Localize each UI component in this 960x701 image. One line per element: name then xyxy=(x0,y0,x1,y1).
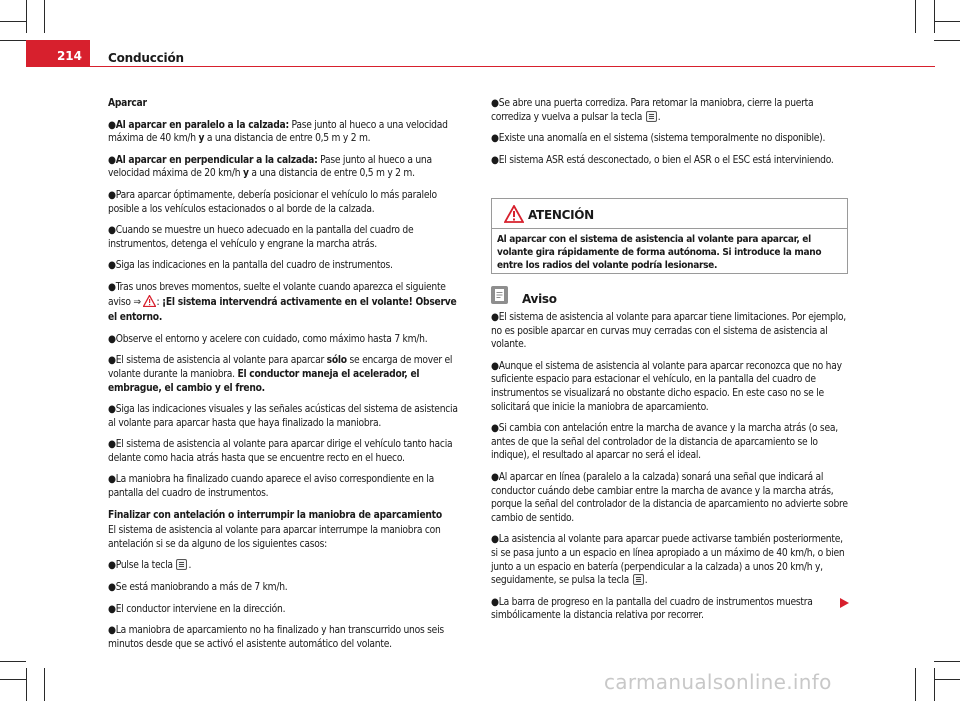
list-item: ●Siga las indicaciones visuales y las señales acústicas del sistema de asistencia al volante para aparcar hasta que haya finalizado la maniobra. xyxy=(108,404,458,429)
warning-text: Al aparcar con el sistema de asistencia al volante para aparcar, el volante gira rápidamente de forma autónoma. Si introduce la mano entre los radios del volante podría lesionarse. xyxy=(497,234,822,271)
crop-mark xyxy=(0,21,26,22)
list-item: ●Existe una anomalía en el sistema (sistema temporalmente no disponible). xyxy=(491,133,826,145)
crop-mark xyxy=(934,679,960,680)
list-item: ●El sistema de asistencia al volante para aparcar tiene limitaciones. Por ejemplo, no es posible aparcar en curvas muy cerradas con el sistema de asistencia al volante. xyxy=(491,312,846,351)
page-number-box xyxy=(26,40,90,67)
list-item: ●Al aparcar en paralelo a la calzada: Pase junto al hueco a una velocidad máxima de 40 km/h y a una distancia de entre 0,5 m y 2 m. xyxy=(108,119,448,145)
info-note-icon xyxy=(491,286,508,304)
list-item: ●Siga las indicaciones en la pantalla del cuadro de instrumentos. xyxy=(108,260,393,272)
list-item: ●Pulse la tecla . xyxy=(108,560,192,572)
right-column xyxy=(491,97,848,175)
parking-key-icon xyxy=(646,111,657,122)
list-item: ●Aunque el sistema de asistencia al volante para aparcar reconozca que no hay suficiente espacio para estacionar el vehículo, en la pantalla del cuadro de instrumentos se visualizará no obstante dicho espacio. En este caso no se le solicitará que inicie la maniobra de aparcamiento. xyxy=(491,360,842,413)
crop-mark xyxy=(0,661,26,662)
header-rule xyxy=(90,66,935,67)
list-item: ●El sistema ASR está desconectado, o bien el ASR o el ESC está interviniendo. xyxy=(491,154,834,166)
crop-mark xyxy=(26,0,27,33)
next-page-arrow-icon[interactable] xyxy=(838,594,850,613)
list-item: ●Observe el entorno y acelere con cuidado, como máximo hasta 7 km/h. xyxy=(108,333,428,345)
list-item: ●Para aparcar óptimamente, debería posicionar el vehículo lo más paralelo posible a los vehículos estacionados o al borde de la calzada. xyxy=(108,189,437,215)
warning-triangle-icon[interactable] xyxy=(143,295,156,312)
crop-mark xyxy=(934,661,960,662)
watermark: carmanualsonline.info xyxy=(604,670,832,694)
list-item: ●Si cambia con antelación entre la marcha de avance y la marcha atrás (o sea, antes de que la señal del controlador de la distancia de aparcamiento se lo indique), el resultado al aparcar no será el ideal. xyxy=(491,423,838,462)
crop-mark xyxy=(44,0,45,33)
parking-key-icon xyxy=(633,574,644,585)
note-body xyxy=(491,311,848,631)
note-title: Aviso xyxy=(522,292,557,306)
crop-mark xyxy=(915,668,916,701)
heading-finalizar: Finalizar con antelación o interrumpir la maniobra de aparcamiento xyxy=(108,509,442,521)
list-item: ●Se está maniobrando a más de 7 km/h. xyxy=(108,582,288,594)
page-number: 214 xyxy=(56,49,82,63)
list-item: ●Al aparcar en línea (paralelo a la calzada) sonará una señal que indicará al conductor cuándo debe cambiar entre la marcha de avance y la marcha atrás, porque la señal del controlador de la distancia de aparcamiento no advierte sobre cambio de sentido. xyxy=(491,471,848,524)
crop-mark xyxy=(26,668,27,701)
warning-title: ATENCIÓN xyxy=(528,208,594,222)
crop-mark xyxy=(934,668,935,701)
list-item: ●El conductor interviene en la dirección. xyxy=(108,603,286,615)
list-item: ●Se abre una puerta corrediza. Para retomar la maniobra, cierre la puerta corrediza y vuelva a pulsar la tecla . xyxy=(491,98,814,123)
paragraph: El sistema de asistencia al volante para aparcar interrumpe la maniobra con antelación si se da alguno de los siguientes casos: xyxy=(108,525,441,550)
crop-mark xyxy=(44,668,45,701)
crop-mark xyxy=(934,21,960,22)
list-item: ●La barra de progreso en la pantalla del cuadro de instrumentos muestra simbólicamente la distancia relativa por recorrer. xyxy=(491,596,813,622)
left-column xyxy=(108,97,464,659)
list-item: ●La maniobra ha finalizado cuando aparece el aviso correspondiente en la pantalla del cuadro de instrumentos. xyxy=(108,474,434,500)
list-item: ●El sistema de asistencia al volante para aparcar sólo se encarga de mover el volante durante la maniobra. El conductor maneja el acelerador, el embrague, el cambio y el freno. xyxy=(108,355,453,394)
section-title: Conducción xyxy=(108,51,184,65)
list-item: ●Tras unos breves momentos, suelte el volante cuando aparezca el siguiente aviso ⇒ : ¡El sistema intervendrá activamente en el volante! Observe el entorno. xyxy=(108,281,457,324)
crop-mark xyxy=(0,679,26,680)
list-item: ●La asistencia al volante para aparcar puede activarse también posteriormente, si se pasa junto a un espacio en línea apropiado a un máximo de 40 km/h, o bien junto a un espacio en batería (perpendicular a la calzada) a unos 20 km/h y, seguidamente, se pulsa la tecla . xyxy=(491,534,845,587)
warning-box xyxy=(491,198,848,274)
crop-mark xyxy=(934,0,935,33)
warning-triangle-icon xyxy=(504,205,524,227)
heading-aparcar: Aparcar xyxy=(108,98,147,109)
list-item: ●Cuando se muestre un hueco adecuado en la pantalla del cuadro de instrumentos, detenga el vehículo y engrane la marcha atrás. xyxy=(108,225,414,250)
crop-mark xyxy=(934,40,960,41)
parking-key-icon xyxy=(176,559,187,570)
list-item: ●El sistema de asistencia al volante para aparcar dirige el vehículo tanto hacia delante como hacia atrás hasta que se encuentre recto en el hueco. xyxy=(108,439,453,464)
warning-header xyxy=(492,199,847,229)
list-item: ●Al aparcar en perpendicular a la calzada: Pase junto al hueco a una velocidad máxima de 20 km/h y a una distancia de entre 0,5 m y 2 m. xyxy=(108,154,432,180)
crop-mark xyxy=(0,40,26,41)
list-item: ●La maniobra de aparcamiento no ha finalizado y han transcurrido unos seis minutos desde que se activó el asistente automático del volante. xyxy=(108,625,444,650)
crop-mark xyxy=(915,0,916,33)
